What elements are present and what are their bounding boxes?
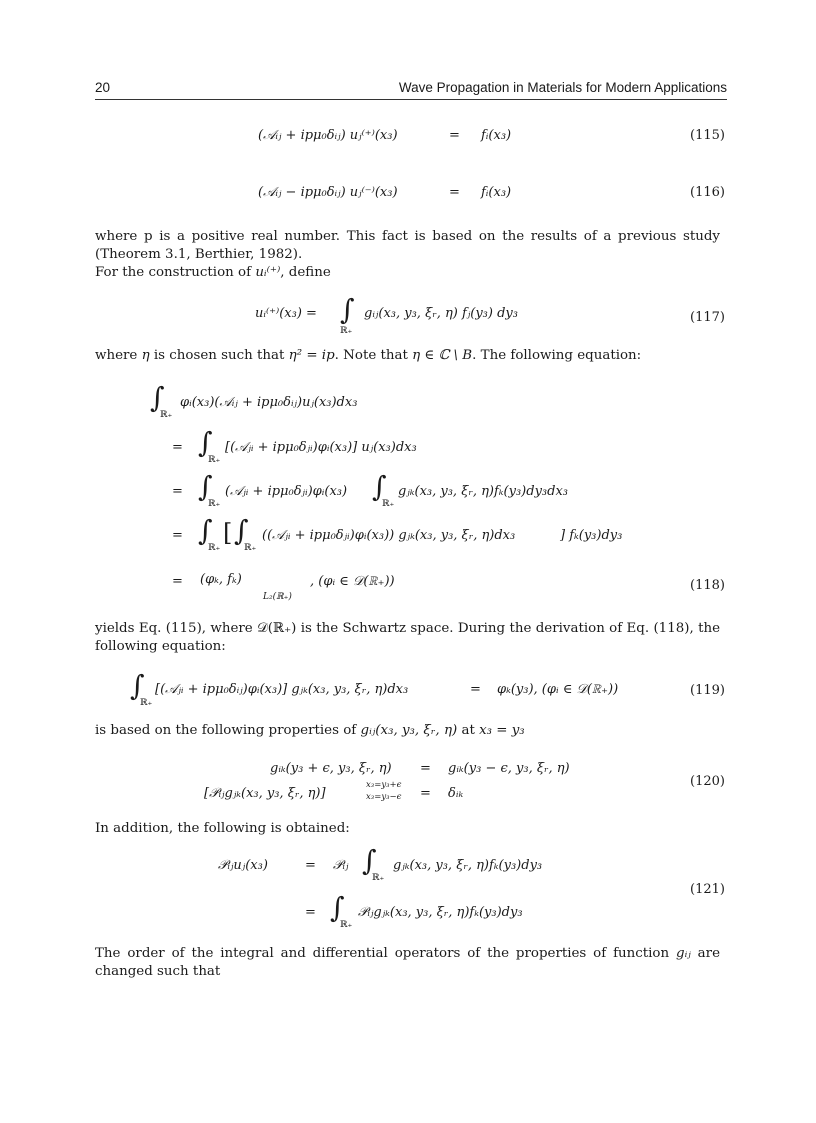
integral-sign: ∫ [130, 669, 145, 702]
equals-sign: = [305, 858, 316, 873]
equation-120-line-2-lhs: [𝒫ᵢⱼgⱼₖ(x₃, y₃, ξᵣ, η)] [204, 786, 326, 801]
integral-domain: ℝ₊ [340, 326, 353, 336]
equation-121-line-1-rhs: gⱼₖ(x₃, y₃, ξᵣ, η)fₖ(y₃)dy₃ [393, 858, 543, 873]
paragraph-in-addition: In addition, the following is obtained: [95, 821, 350, 836]
equals-sign: = [420, 786, 431, 801]
equation-118-line-4c: ] fₖ(y₃)dy₃ [560, 528, 623, 543]
running-title: Wave Propagation in Materials for Modern Applications [398, 80, 727, 95]
equation-120-line-2-rhs: δᵢₖ [448, 786, 464, 801]
equation-117-rhs: gᵢⱼ(x₃, y₃, ξᵣ, η) fⱼ(y₃) dy₃ [364, 306, 518, 321]
equation-number-119: (119) [690, 683, 725, 698]
equation-number-116: (116) [690, 185, 725, 200]
equation-116-rhs: fᵢ(x₃) [481, 185, 512, 200]
integral-domain: ℝ₊ [340, 920, 353, 930]
equals-sign: = [172, 528, 183, 543]
integral-sign: ∫ [362, 844, 377, 877]
paragraph-construction: For the construction of uᵢ⁽⁺⁾, define [95, 265, 331, 280]
integral-domain: ℝ₊ [244, 543, 257, 553]
paragraph-positive-real: where p is a positive real number. This fact is based on the results of a previous study (Theorem 3.1, Berthier, 1982). [95, 229, 720, 262]
page-number: 20 [95, 80, 111, 95]
equation-121-line-2-rhs: 𝒫ᵢⱼgⱼₖ(x₃, y₃, ξᵣ, η)fₖ(y₃)dy₃ [358, 905, 523, 920]
equation-120-line-1-rhs: gᵢₖ(y₃ − ϵ, y₃, ξᵣ, η) [448, 761, 570, 776]
equation-number-115: (115) [690, 128, 725, 143]
integral-sign: ∫ [234, 514, 249, 547]
equation-118-line-4b: ((𝒜ⱼᵢ + ipμ₀δⱼᵢ)φᵢ(x₃)) gⱼₖ(x₃, y₃, ξᵣ, η)dx₃ [262, 528, 516, 543]
header-rule [95, 99, 727, 100]
equation-119-equals: = [470, 682, 481, 697]
equation-115-equals: = [449, 128, 460, 143]
equation-number-117: (117) [690, 310, 725, 325]
integral-sign: ∫ [198, 514, 213, 547]
equation-number-118: (118) [690, 578, 725, 593]
equation-118-condition: , (φᵢ ∈ 𝒟(ℝ₊)) [310, 574, 395, 589]
equation-116-lhs: (𝒜ᵢⱼ − ipμ₀δᵢⱼ) uⱼ⁽⁻⁾(x₃) [258, 185, 398, 200]
equation-119-rhs: φₖ(y₃), (φᵢ ∈ 𝒟(ℝ₊)) [497, 682, 619, 697]
equation-number-120: (120) [690, 774, 725, 789]
integral-domain: ℝ₊ [140, 698, 153, 708]
jump-upper-limit: x₃=y₃+ϵ [366, 780, 402, 790]
equation-118-norm-space: L₂(ℝ₊) [263, 592, 292, 602]
equation-118-line-2: [(𝒜ⱼᵢ + ipμ₀δⱼᵢ)φᵢ(x₃)] uⱼ(x₃)dx₃ [225, 440, 417, 455]
paragraph-properties: is based on the following properties of gᵢⱼ(x₃, y₃, ξᵣ, η) at x₃ = y₃ [95, 723, 525, 738]
equation-120-line-1-lhs: gᵢₖ(y₃ + ϵ, y₃, ξᵣ, η) [270, 761, 392, 776]
paragraph-operator-order: The order of the integral and differential operators of the properties of function gᵢⱼ are changed such that [95, 946, 720, 979]
page-header [95, 80, 727, 100]
equation-118-line-5: (φₖ, fₖ) [200, 572, 242, 587]
equation-116-equals: = [449, 185, 460, 200]
integral-domain: ℝ₊ [382, 499, 395, 509]
integral-sign: ∫ [198, 470, 213, 503]
equation-118-line-1: φᵢ(x₃)(𝒜ᵢⱼ + ipμ₀δᵢⱼ)uⱼ(x₃)dx₃ [180, 395, 358, 410]
equation-121-operator: 𝒫ᵢⱼ [333, 858, 349, 873]
integral-domain: ℝ₊ [208, 499, 221, 509]
equals-sign: = [172, 574, 183, 589]
integral-sign: ∫ [340, 293, 355, 326]
equals-sign: = [420, 761, 431, 776]
equals-sign: = [305, 905, 316, 920]
equation-119-lhs: [(𝒜ⱼᵢ + ipμ₀δᵢⱼ)φᵢ(x₃)] gⱼₖ(x₃, y₃, ξᵣ, η)dx₃ [155, 682, 409, 697]
paragraph-eta-choice: where η is chosen such that η² = ip. Note that η ∈ ℂ \ B. The following equation: [95, 348, 642, 363]
integral-sign: ∫ [198, 426, 213, 459]
equation-115-rhs: fᵢ(x₃) [481, 128, 512, 143]
paragraph-schwartz-space: yields Eq. (115), where 𝒟(ℝ₊) is the Schwartz space. During the derivation of Eq. (118), the following equation: [95, 621, 720, 654]
integral-sign: ∫ [330, 891, 345, 924]
equation-117-lhs: uᵢ⁽⁺⁾(x₃) = [255, 306, 317, 321]
integral-sign: ∫ [372, 470, 387, 503]
integral-sign: ∫ [150, 381, 165, 414]
equation-118-line-4-bracket: [ [223, 519, 233, 547]
equation-115-lhs: (𝒜ᵢⱼ + ipμ₀δᵢⱼ) uⱼ⁽⁺⁾(x₃) [258, 128, 398, 143]
integral-domain: ℝ₊ [208, 455, 221, 465]
equation-121-line-1-lhs: 𝒫ᵢⱼuⱼ(x₃) [218, 858, 268, 873]
equation-118-line-3a: (𝒜ⱼᵢ + ipμ₀δⱼᵢ)φᵢ(x₃) [225, 484, 348, 499]
integral-domain: ℝ₊ [208, 543, 221, 553]
equals-sign: = [172, 484, 183, 499]
jump-lower-limit: x₃=y₃−ϵ [366, 792, 402, 802]
equation-118-line-3b: gⱼₖ(x₃, y₃, ξᵣ, η)fₖ(y₃)dy₃dx₃ [398, 484, 568, 499]
integral-domain: ℝ₊ [160, 410, 173, 420]
equation-number-121: (121) [690, 882, 725, 897]
equals-sign: = [172, 440, 183, 455]
integral-domain: ℝ₊ [372, 873, 385, 883]
